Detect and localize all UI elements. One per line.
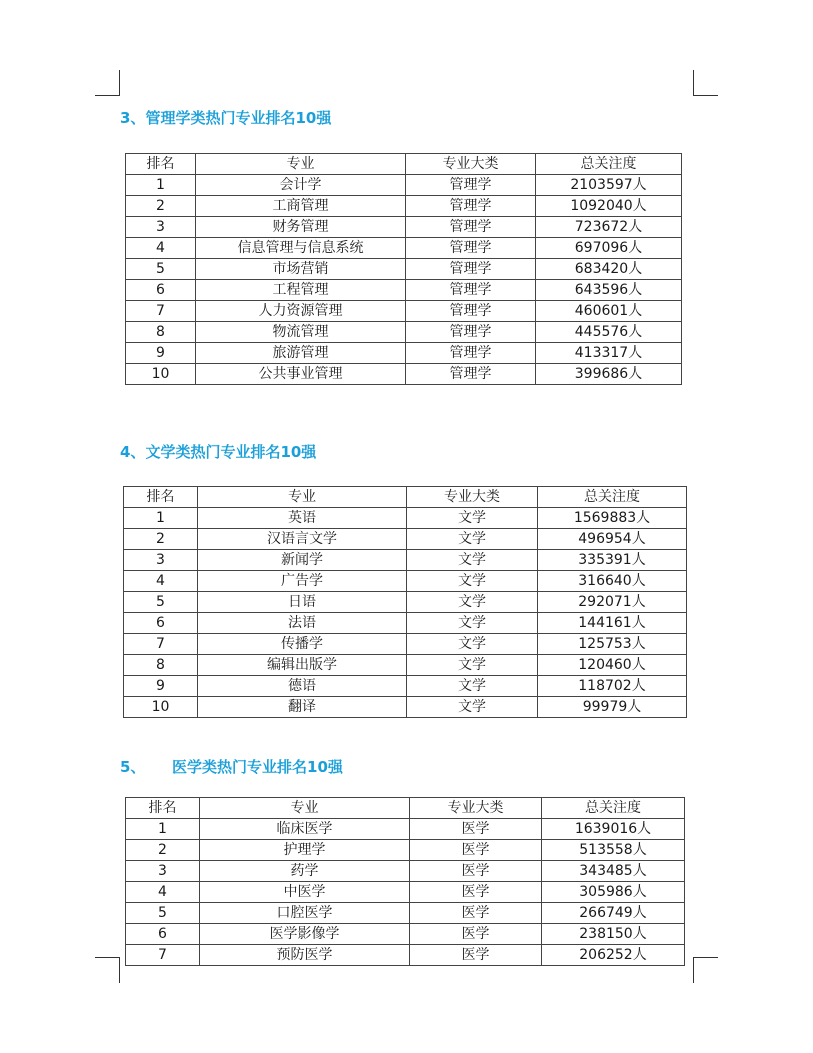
rank-cell: 1: [126, 175, 196, 196]
rank-cell: 1: [126, 819, 200, 840]
attention-cell: 118702人: [538, 676, 687, 697]
rank-cell: 2: [126, 196, 196, 217]
section-heading: [120, 107, 331, 128]
major-cell: 工商管理: [196, 196, 406, 217]
category-cell: 管理学: [406, 280, 536, 301]
rank-cell: 6: [124, 613, 198, 634]
category-cell: 管理学: [406, 196, 536, 217]
table-row: [126, 882, 685, 903]
category-cell: 医学: [410, 945, 542, 966]
category-cell: 管理学: [406, 175, 536, 196]
category-cell: 文学: [407, 613, 538, 634]
rank-cell: 3: [124, 550, 198, 571]
table-header-row: [124, 487, 687, 508]
category-cell: 管理学: [406, 301, 536, 322]
attention-cell: 335391人: [538, 550, 687, 571]
table-row: [126, 301, 682, 322]
category-cell: 文学: [407, 634, 538, 655]
category-cell: 文学: [407, 550, 538, 571]
category-cell: 文学: [407, 508, 538, 529]
category-cell: 医学: [410, 903, 542, 924]
table-row: [124, 550, 687, 571]
major-cell: 传播学: [198, 634, 407, 655]
table-row: [124, 676, 687, 697]
rank-cell: 5: [124, 592, 198, 613]
section-title: 管理学类热门专业排名10强: [145, 109, 332, 127]
category-cell: 文学: [407, 697, 538, 718]
column-header: 专业大类: [410, 798, 542, 819]
rank-cell: 7: [126, 301, 196, 322]
column-header: 排名: [126, 154, 196, 175]
table-row: [124, 571, 687, 592]
attention-cell: 697096人: [536, 238, 682, 259]
major-cell: 护理学: [200, 840, 410, 861]
attention-cell: 683420人: [536, 259, 682, 280]
major-cell: 预防医学: [200, 945, 410, 966]
rank-cell: 3: [126, 861, 200, 882]
category-cell: 管理学: [406, 364, 536, 385]
table-row: [124, 529, 687, 550]
rank-cell: 4: [124, 571, 198, 592]
attention-cell: 399686人: [536, 364, 682, 385]
attention-cell: 144161人: [538, 613, 687, 634]
column-header: 专业: [198, 487, 407, 508]
table-row: [124, 508, 687, 529]
column-header: 专业: [196, 154, 406, 175]
major-cell: 英语: [198, 508, 407, 529]
rank-cell: 1: [124, 508, 198, 529]
attention-cell: 266749人: [542, 903, 685, 924]
rank-cell: 9: [124, 676, 198, 697]
rank-cell: 10: [124, 697, 198, 718]
attention-cell: 1639016人: [542, 819, 685, 840]
table-row: [126, 819, 685, 840]
section-number: 3、: [120, 109, 146, 127]
major-cell: 新闻学: [198, 550, 407, 571]
rank-cell: 9: [126, 343, 196, 364]
major-cell: 中医学: [200, 882, 410, 903]
category-cell: 医学: [410, 882, 542, 903]
table-row: [124, 592, 687, 613]
category-cell: 医学: [410, 819, 542, 840]
category-cell: 文学: [407, 676, 538, 697]
category-cell: 文学: [407, 655, 538, 676]
attention-cell: 1092040人: [536, 196, 682, 217]
major-cell: 德语: [198, 676, 407, 697]
table-row: [126, 945, 685, 966]
section-number: 4、: [120, 443, 146, 461]
rank-cell: 2: [124, 529, 198, 550]
major-cell: 旅游管理: [196, 343, 406, 364]
category-cell: 医学: [410, 924, 542, 945]
rank-cell: 5: [126, 903, 200, 924]
major-cell: 药学: [200, 861, 410, 882]
column-header: 总关注度: [536, 154, 682, 175]
rank-cell: 8: [124, 655, 198, 676]
major-cell: 人力资源管理: [196, 301, 406, 322]
table-row: [126, 238, 682, 259]
major-cell: 广告学: [198, 571, 407, 592]
attention-cell: 723672人: [536, 217, 682, 238]
attention-cell: 238150人: [542, 924, 685, 945]
column-header: 专业: [200, 798, 410, 819]
attention-cell: 292071人: [538, 592, 687, 613]
major-cell: 会计学: [196, 175, 406, 196]
category-cell: 文学: [407, 529, 538, 550]
attention-cell: 99979人: [538, 697, 687, 718]
section-title: 文学类热门专业排名10强: [145, 443, 317, 461]
section-heading: [120, 441, 316, 462]
major-cell: 财务管理: [196, 217, 406, 238]
table-row: [126, 861, 685, 882]
section-title: 医学类热门专业排名10强: [172, 758, 343, 776]
rank-cell: 8: [126, 322, 196, 343]
column-header: 总关注度: [538, 487, 687, 508]
category-cell: 文学: [407, 571, 538, 592]
attention-cell: 120460人: [538, 655, 687, 676]
column-header: 排名: [124, 487, 198, 508]
rank-cell: 7: [126, 945, 200, 966]
rank-cell: 3: [126, 217, 196, 238]
attention-cell: 316640人: [538, 571, 687, 592]
rank-cell: 4: [126, 238, 196, 259]
column-header: 专业大类: [407, 487, 538, 508]
table-row: [126, 343, 682, 364]
table-row: [126, 840, 685, 861]
major-cell: 公共事业管理: [196, 364, 406, 385]
table-row: [124, 613, 687, 634]
rank-cell: 6: [126, 924, 200, 945]
table-row: [126, 175, 682, 196]
table-row: [126, 217, 682, 238]
table-header-row: [126, 154, 682, 175]
section-number: 5、: [120, 758, 146, 776]
table-row: [126, 924, 685, 945]
column-header: 排名: [126, 798, 200, 819]
major-cell: 口腔医学: [200, 903, 410, 924]
category-cell: 管理学: [406, 322, 536, 343]
attention-cell: 1569883人: [538, 508, 687, 529]
table-header-row: [126, 798, 685, 819]
major-cell: 物流管理: [196, 322, 406, 343]
table-row: [126, 903, 685, 924]
attention-cell: 513558人: [542, 840, 685, 861]
table-row: [126, 196, 682, 217]
table-row: [124, 655, 687, 676]
table-row: [126, 364, 682, 385]
column-header: 专业大类: [406, 154, 536, 175]
major-cell: 市场营销: [196, 259, 406, 280]
table-row: [124, 697, 687, 718]
major-cell: 临床医学: [200, 819, 410, 840]
major-cell: 日语: [198, 592, 407, 613]
major-cell: 信息管理与信息系统: [196, 238, 406, 259]
rank-cell: 2: [126, 840, 200, 861]
rank-cell: 6: [126, 280, 196, 301]
major-cell: 汉语言文学: [198, 529, 407, 550]
attention-cell: 2103597人: [536, 175, 682, 196]
major-cell: 翻译: [198, 697, 407, 718]
attention-cell: 125753人: [538, 634, 687, 655]
attention-cell: 343485人: [542, 861, 685, 882]
section-heading: [120, 756, 343, 777]
category-cell: 文学: [407, 592, 538, 613]
category-cell: 医学: [410, 840, 542, 861]
category-cell: 管理学: [406, 343, 536, 364]
major-cell: 编辑出版学: [198, 655, 407, 676]
ranking-table: [125, 153, 682, 385]
attention-cell: 496954人: [538, 529, 687, 550]
category-cell: 医学: [410, 861, 542, 882]
table-row: [124, 634, 687, 655]
category-cell: 管理学: [406, 259, 536, 280]
rank-cell: 5: [126, 259, 196, 280]
attention-cell: 413317人: [536, 343, 682, 364]
column-header: 总关注度: [542, 798, 685, 819]
rank-cell: 10: [126, 364, 196, 385]
attention-cell: 460601人: [536, 301, 682, 322]
table-row: [126, 280, 682, 301]
rank-cell: 7: [124, 634, 198, 655]
major-cell: 法语: [198, 613, 407, 634]
ranking-table: [123, 486, 687, 718]
major-cell: 工程管理: [196, 280, 406, 301]
attention-cell: 643596人: [536, 280, 682, 301]
attention-cell: 445576人: [536, 322, 682, 343]
ranking-table: [125, 797, 685, 966]
attention-cell: 206252人: [542, 945, 685, 966]
rank-cell: 4: [126, 882, 200, 903]
table-row: [126, 322, 682, 343]
table-row: [126, 259, 682, 280]
category-cell: 管理学: [406, 217, 536, 238]
major-cell: 医学影像学: [200, 924, 410, 945]
attention-cell: 305986人: [542, 882, 685, 903]
category-cell: 管理学: [406, 238, 536, 259]
